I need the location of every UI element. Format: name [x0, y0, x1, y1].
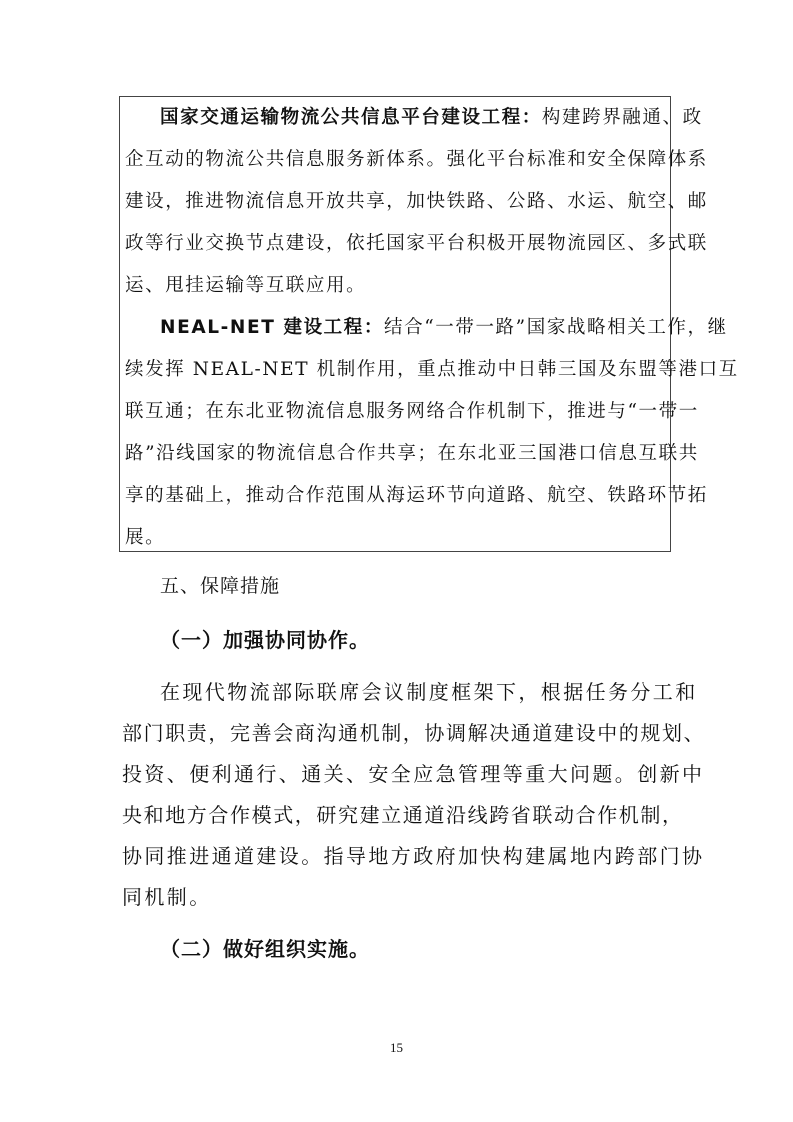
section-heading: 五、保障措施 [160, 575, 281, 597]
box-para2-line-3: 联互通；在东北亚物流信息服务网络合作机制下，推进与“一带一 [125, 401, 699, 422]
box-para2-text: 结合“一带一路”国家战略相关工作，继 [384, 317, 728, 338]
box-para1-line-1 [160, 106, 703, 130]
sub1-line-3: 投资、便利通行、通关、安全应急管理等重大问题。创新中 [122, 762, 705, 786]
box-para2-line-5: 享的基础上，推动合作范围从海运环节向道路、航空、铁路环节拓 [125, 485, 708, 506]
sub1-line-5: 协同推进通道建设。指导地方政府加快构建属地内跨部门协 [122, 844, 705, 868]
box-para2-line-6: 展。 [125, 527, 166, 548]
box-para1-text: 构建跨界融通、政 [541, 107, 703, 128]
sub1-line-4: 央和地方合作模式，研究建立通道沿线跨省联动合作机制， [122, 803, 684, 827]
subsection-1-heading: （一）加强协同协作。 [160, 628, 370, 652]
sub1-line-1: 在现代物流部际联席会议制度框架下，根据任务分工和 [160, 680, 698, 704]
box-para1-line-3: 建设，推进物流信息开放共享，加快铁路、公路、水运、航空、邮 [125, 191, 708, 212]
box-para1-title: 国家交通运输物流公共信息平台建设工程： [160, 107, 542, 128]
box-para2-title: NEAL-NET 建设工程： [160, 317, 384, 338]
box-para1-line-2: 企互动的物流公共信息服务新体系。强化平台标准和安全保障体系 [125, 149, 708, 170]
sub1-line-2: 部门职责，完善会商沟通机制，协调解决通道建设中的规划、 [122, 721, 706, 745]
box-para2-line-1 [160, 316, 728, 340]
sub1-line-6: 同机制。 [122, 885, 212, 909]
page-number: 15 [390, 1040, 403, 1055]
box-para2-line-4: 路”沿线国家的物流信息合作共享；在东北亚三国港口信息互联共 [125, 443, 699, 464]
subsection-2-heading: （二）做好组织实施。 [160, 937, 370, 961]
box-para2-line-2: 续发挥 NEAL-NET 机制作用，重点推动中日韩三国及东盟等港口互 [125, 359, 739, 380]
box-para1-line-5: 运、甩挂运输等互联应用。 [125, 275, 367, 296]
box-para1-line-4: 政等行业交换节点建设，依托国家平台积极开展物流园区、多式联 [125, 233, 708, 254]
